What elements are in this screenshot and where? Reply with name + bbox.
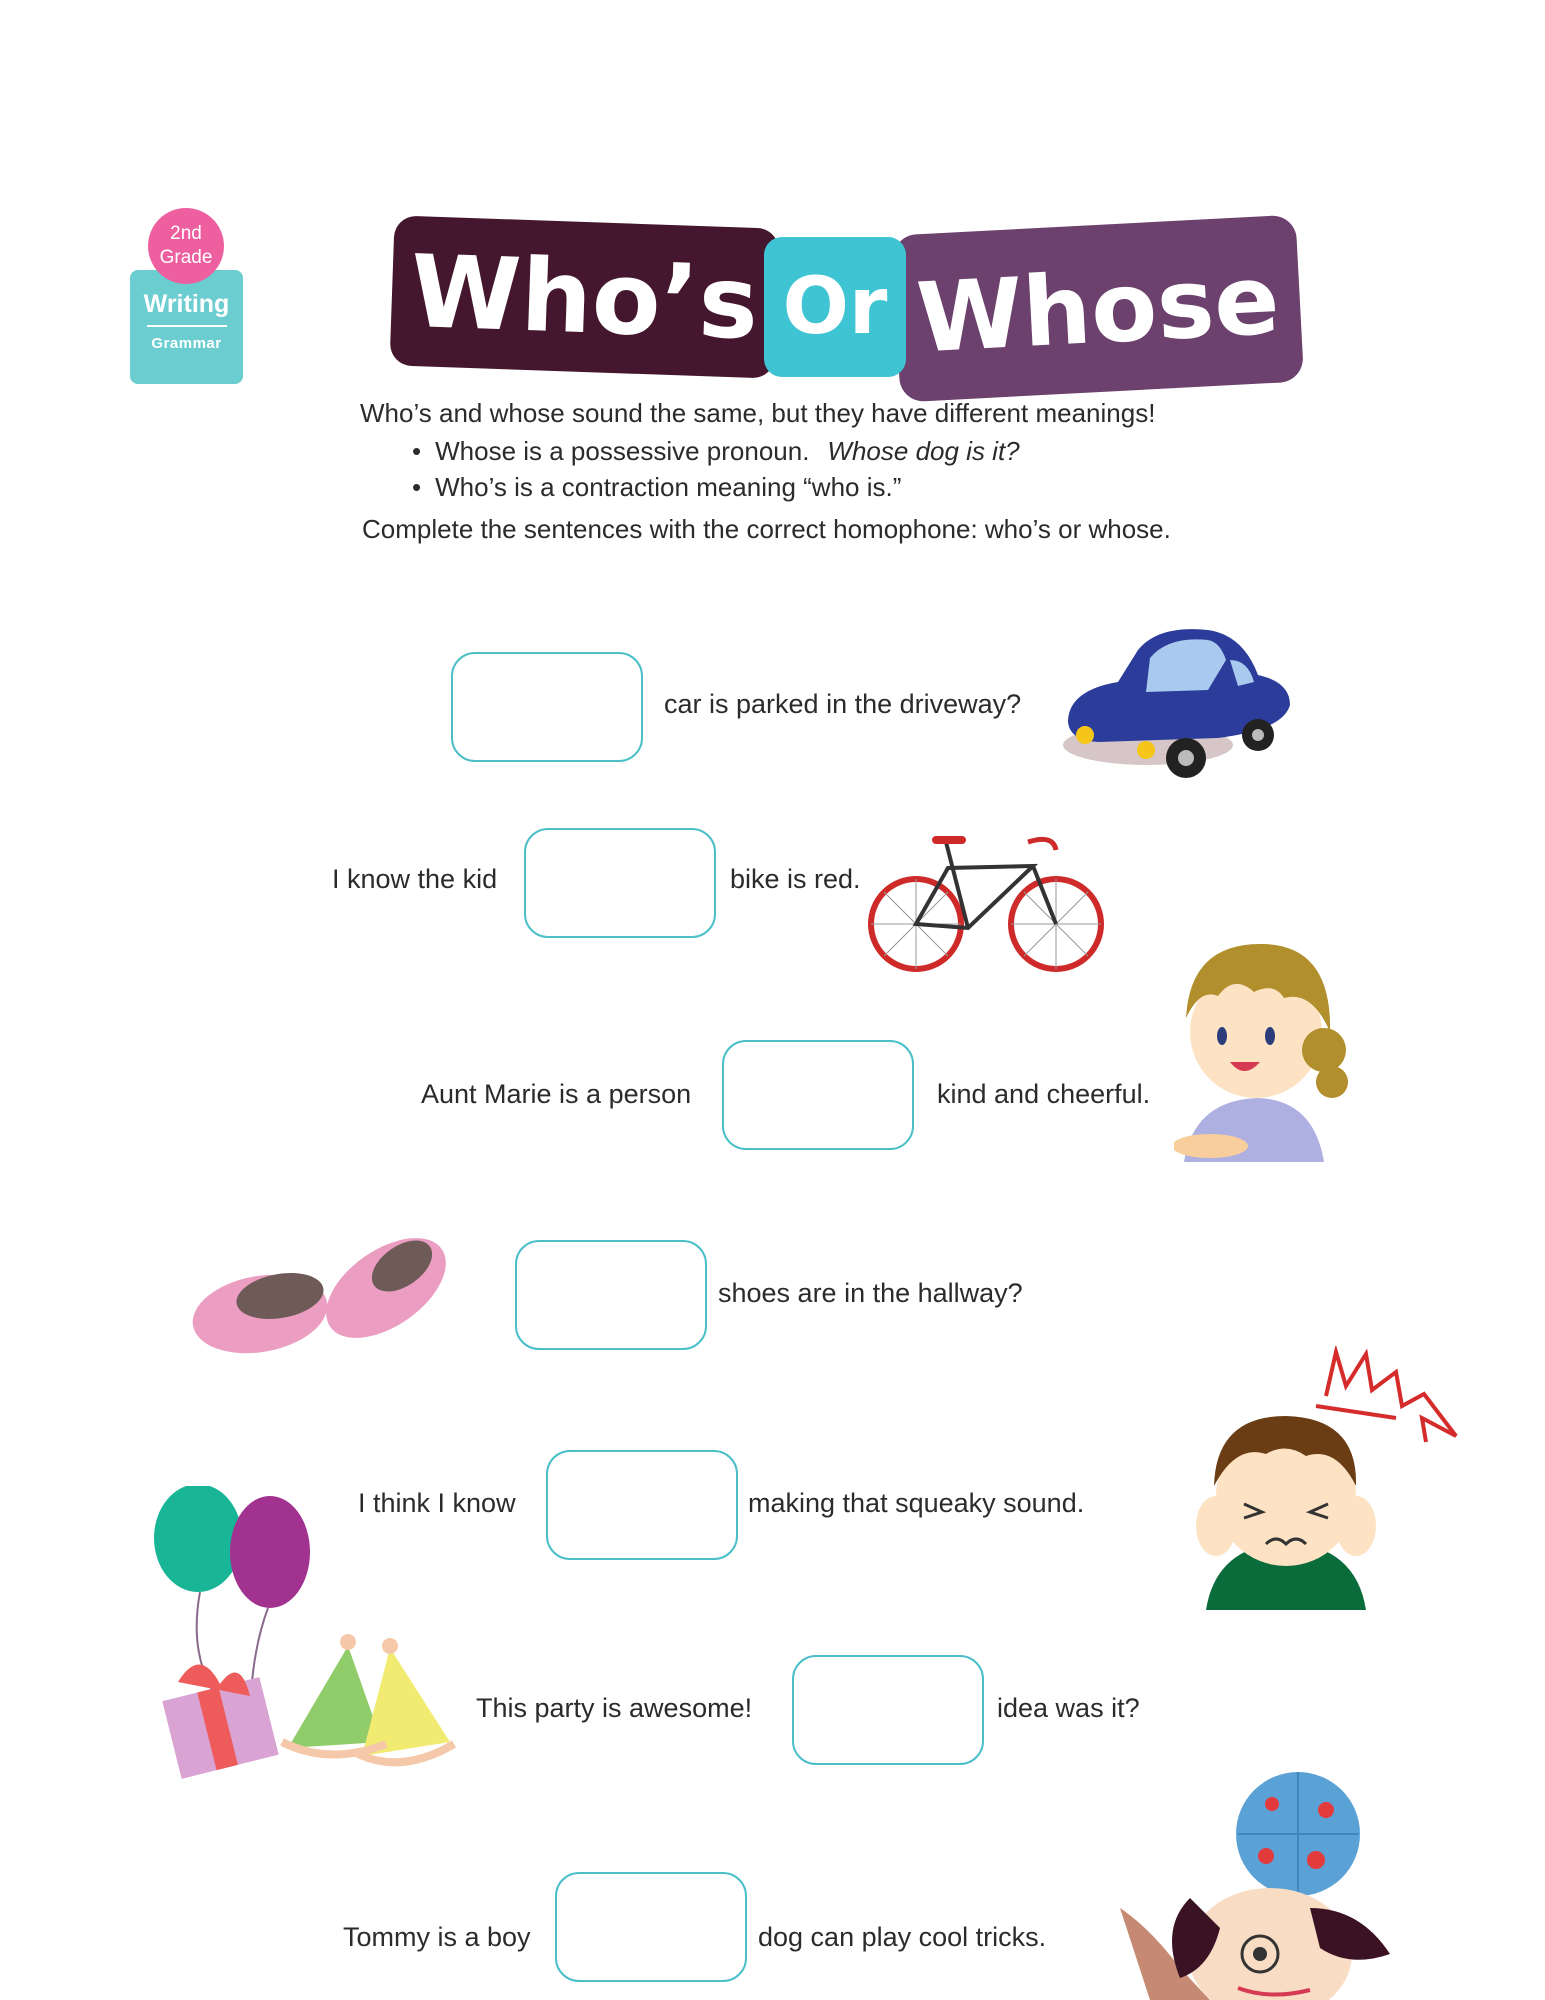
bullet-text: Who’s is a contraction meaning “who is.”: [435, 472, 902, 502]
answer-box-4[interactable]: [515, 1240, 707, 1350]
grade-number: 2nd: [170, 223, 202, 244]
subject-label: Writing: [143, 290, 230, 318]
answer-box-7[interactable]: [555, 1872, 747, 1982]
answer-box-3[interactable]: [722, 1040, 914, 1150]
title-whos: Who’s: [389, 215, 779, 378]
sentence-5-before: I think I know: [358, 1488, 516, 1518]
title-whose: Whose: [892, 215, 1304, 403]
answer-box-6[interactable]: [792, 1655, 984, 1765]
sentence-6-before: This party is awesome!: [476, 1693, 753, 1723]
sentence-1-after: car is parked in the driveway?: [664, 689, 1022, 719]
bullet-example: Whose dog is it?: [827, 436, 1020, 466]
answer-input-1[interactable]: [453, 654, 645, 762]
dog-with-ball-illustration: [1120, 1758, 1400, 2000]
sentence-6-after: idea was it?: [997, 1693, 1140, 1723]
party-illustration: [150, 1486, 470, 1786]
answer-input-5[interactable]: [548, 1452, 740, 1560]
answer-box-1[interactable]: [451, 652, 643, 762]
sentence-4-after: shoes are in the hallway?: [718, 1278, 1023, 1308]
bullet-possessive: [412, 436, 1020, 467]
badge-divider: [147, 325, 227, 327]
answer-box-5[interactable]: [546, 1450, 738, 1560]
sentence-5-after: making that squeaky sound.: [748, 1488, 1085, 1518]
grade-badge: [148, 208, 224, 284]
answer-input-7[interactable]: [557, 1874, 749, 1982]
sentence-2-before: I know the kid: [332, 864, 498, 894]
subject-badge: [130, 270, 243, 384]
answer-input-6[interactable]: [794, 1657, 986, 1765]
title-or: Or: [764, 237, 906, 377]
bullet-dot: •: [412, 472, 422, 502]
bullet-dot: •: [412, 436, 422, 466]
topic-label: Grammar: [151, 335, 222, 352]
boy-covering-ears-illustration: [1196, 1346, 1472, 1610]
bullet-text: Whose is a possessive pronoun.: [435, 436, 810, 466]
car-illustration: [1058, 620, 1298, 790]
grade-label: Grade: [159, 247, 213, 268]
task-instruction: Complete the sentences with the correct homophone: who’s or whose.: [362, 514, 1171, 544]
sentence-3-before: Aunt Marie is a person: [421, 1079, 692, 1109]
answer-input-2[interactable]: [526, 830, 718, 938]
intro-text: Who’s and whose sound the same, but they have different meanings!: [360, 398, 1156, 428]
shoes-illustration: [190, 1230, 452, 1360]
girl-illustration: [1174, 932, 1350, 1162]
sentence-7-after: dog can play cool tricks.: [758, 1922, 1047, 1952]
sentence-3-after: kind and cheerful.: [937, 1079, 1151, 1109]
bullet-contraction: [412, 472, 901, 503]
sentence-7-before: Tommy is a boy: [343, 1922, 531, 1952]
answer-input-4[interactable]: [517, 1242, 709, 1350]
bicycle-illustration: [868, 828, 1104, 982]
answer-input-3[interactable]: [724, 1042, 916, 1150]
sentence-2-after: bike is red.: [730, 864, 861, 894]
answer-box-2[interactable]: [524, 828, 716, 938]
